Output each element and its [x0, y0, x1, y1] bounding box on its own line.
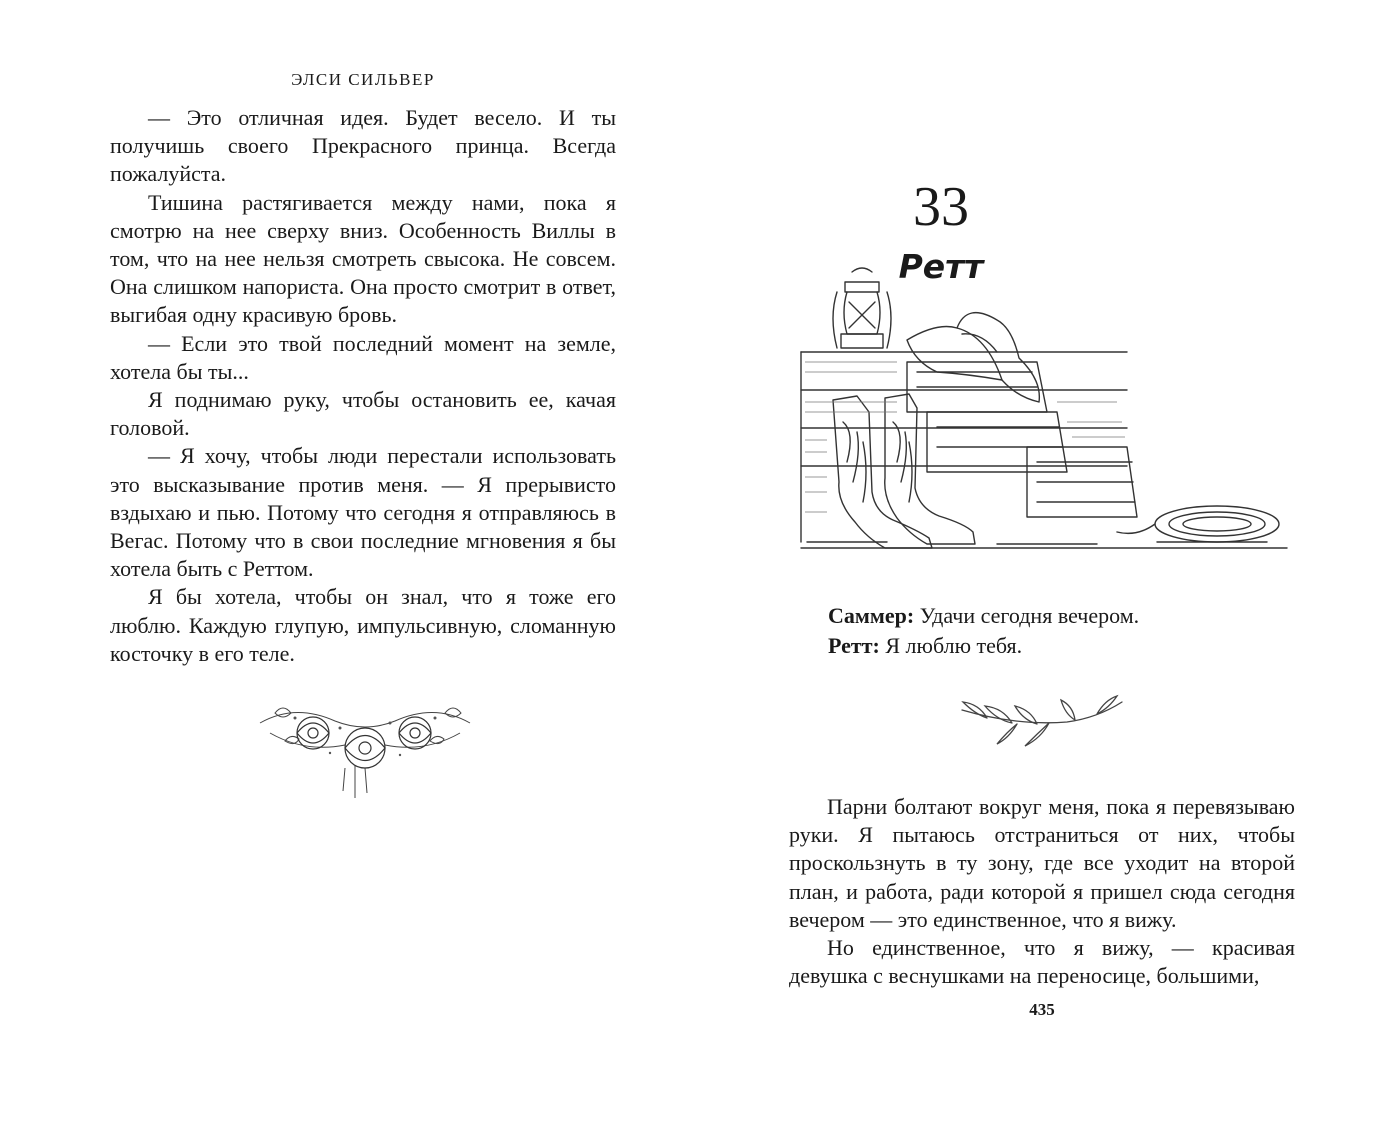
- text-message-rhett: [828, 631, 1298, 661]
- left-body-text: [110, 104, 616, 668]
- right-body-text: [789, 793, 1295, 990]
- paragraph: Парни болтают вокруг меня, пока я перевязываю руки. Я пытаюсь отстраниться от них, чтобы проскользнуть в ту зону, где все уходит на второй план, и работа, ради которой я пришел сюда сегодня вечером — это единственное, что я вижу.: [789, 794, 1295, 932]
- page-number: 435: [1029, 1000, 1055, 1019]
- cowboy-boots-hat-hay-illustration-icon: [797, 262, 1291, 558]
- message-sender: Ретт:: [828, 633, 880, 658]
- paragraph: Я бы хотела, чтобы он знал, что я тоже его люблю. Каждую глупую, импульсивную, сломанную косточку в его теле.: [110, 584, 616, 666]
- text-message-summer: [828, 601, 1298, 631]
- text-messages: [828, 601, 1298, 661]
- paragraph: Но единственное, что я вижу, — красивая девушка с веснушками на переносице, большими,: [789, 935, 1295, 989]
- paragraph: — Я хочу, чтобы люди перестали использовать это высказывание против меня. — Я прерывисто вздыхаю и пью. Потому что сегодня я отправляюсь в Вегас. Потому что в свои последние мгновения я бы хотела быть с Реттом.: [110, 443, 616, 582]
- floral-ornament-icon: [255, 693, 475, 803]
- chapter-title: Ретт: [898, 247, 984, 286]
- running-head: ЭЛСИ СИЛЬВЕР: [291, 70, 435, 89]
- message-sender: Саммер:: [828, 603, 915, 628]
- message-body: Удачи сегодня вечером.: [919, 603, 1140, 628]
- paragraph: — Это отличная идея. Будет весело. И ты получишь своего Прекрасного принца. Всегда пожалуйста.: [110, 105, 616, 187]
- chapter-number: 33: [913, 176, 969, 238]
- paragraph: Я поднимаю руку, чтобы остановить ее, качая головой.: [110, 387, 616, 441]
- right-page: [697, 0, 1394, 1125]
- paragraph: — Если это твой последний момент на земле, хотела бы ты...: [110, 330, 616, 384]
- olive-branch-icon: [957, 688, 1127, 752]
- paragraph: Тишина растягивается между нами, пока я смотрю на нее сверху вниз. Особенность Виллы в том, что на нее нельзя смотреть свысока. Не совсем. Она слишком напориста. Она просто смотрит в ответ, выгибая одну красивую бровь.: [110, 189, 616, 328]
- message-body: Я люблю тебя.: [885, 633, 1023, 658]
